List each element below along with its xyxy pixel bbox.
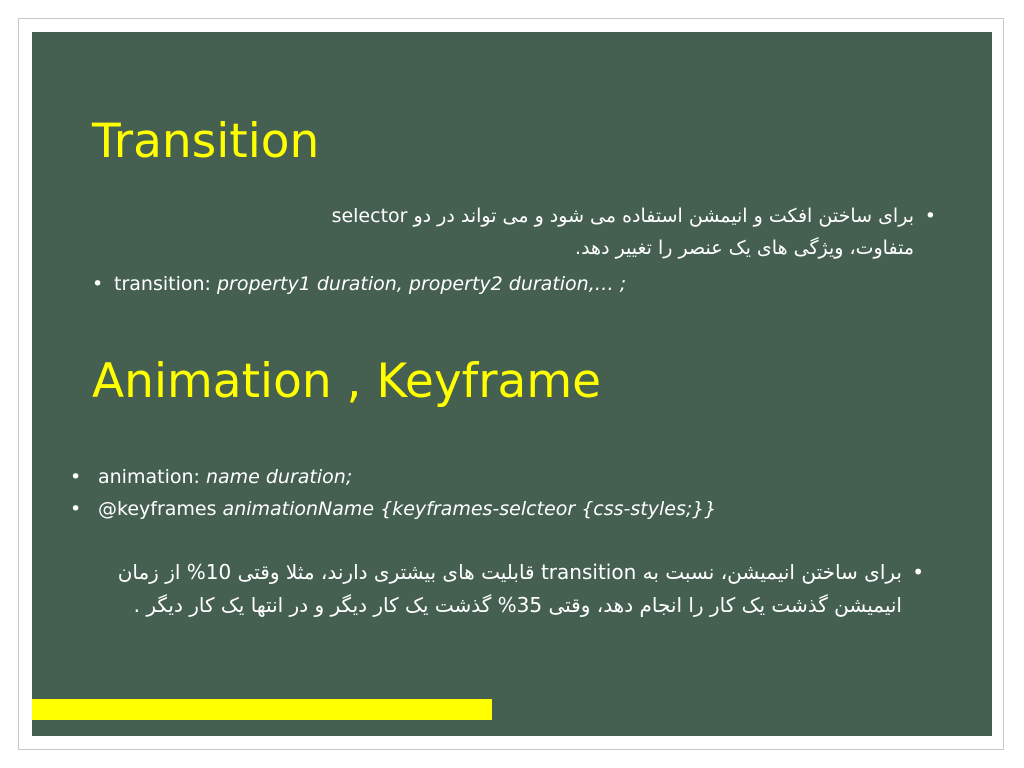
animation-syntax-label: animation:	[98, 466, 206, 488]
animation-description-text-a: برای ساختن انیمیشن، نسبت به	[636, 560, 902, 584]
transition-description-text: برای ساختن افکت و انیمشن استفاده می شود و می تواند در دو	[407, 205, 914, 227]
animation-description-text-c: قابلیت های بیشتری دارند، مثلا وقتی 10% از زمان انیمیشن گذشت یک کار را انجام دهد، وقتی 35% گذشت یک کار دیگر و در انتها یک کار دیگر .	[117, 560, 902, 617]
transition-description-line2: متفاوت، ویژگی های یک عنصر را تغییر دهد.	[575, 237, 914, 259]
animation-title: Animation , Keyframe	[92, 354, 602, 409]
keyframes-syntax-label: @keyframes	[98, 498, 223, 520]
transition-title: Transition	[92, 114, 320, 169]
transition-description	[94, 200, 936, 264]
transition-term: transition	[540, 560, 637, 584]
animation-description	[72, 556, 924, 622]
accent-bar	[32, 699, 492, 720]
transition-syntax-value: property1 duration, property2 duration,… ;	[216, 273, 627, 295]
keyframes-syntax	[70, 498, 716, 520]
transition-syntax-label: transition:	[114, 273, 217, 295]
bullet-icon: •	[924, 205, 936, 227]
bullet-icon: •	[70, 498, 82, 520]
selector-term: selector	[331, 205, 408, 227]
bullet-icon: •	[912, 560, 924, 584]
animation-syntax-value: name duration;	[205, 466, 353, 488]
bullet-icon: •	[92, 273, 104, 295]
bullet-icon: •	[70, 466, 82, 488]
transition-syntax	[92, 273, 626, 295]
animation-syntax	[70, 466, 352, 488]
slide	[32, 32, 992, 736]
keyframes-syntax-value: animationName {keyframes-selcteor {css-styles;}}	[222, 498, 717, 520]
